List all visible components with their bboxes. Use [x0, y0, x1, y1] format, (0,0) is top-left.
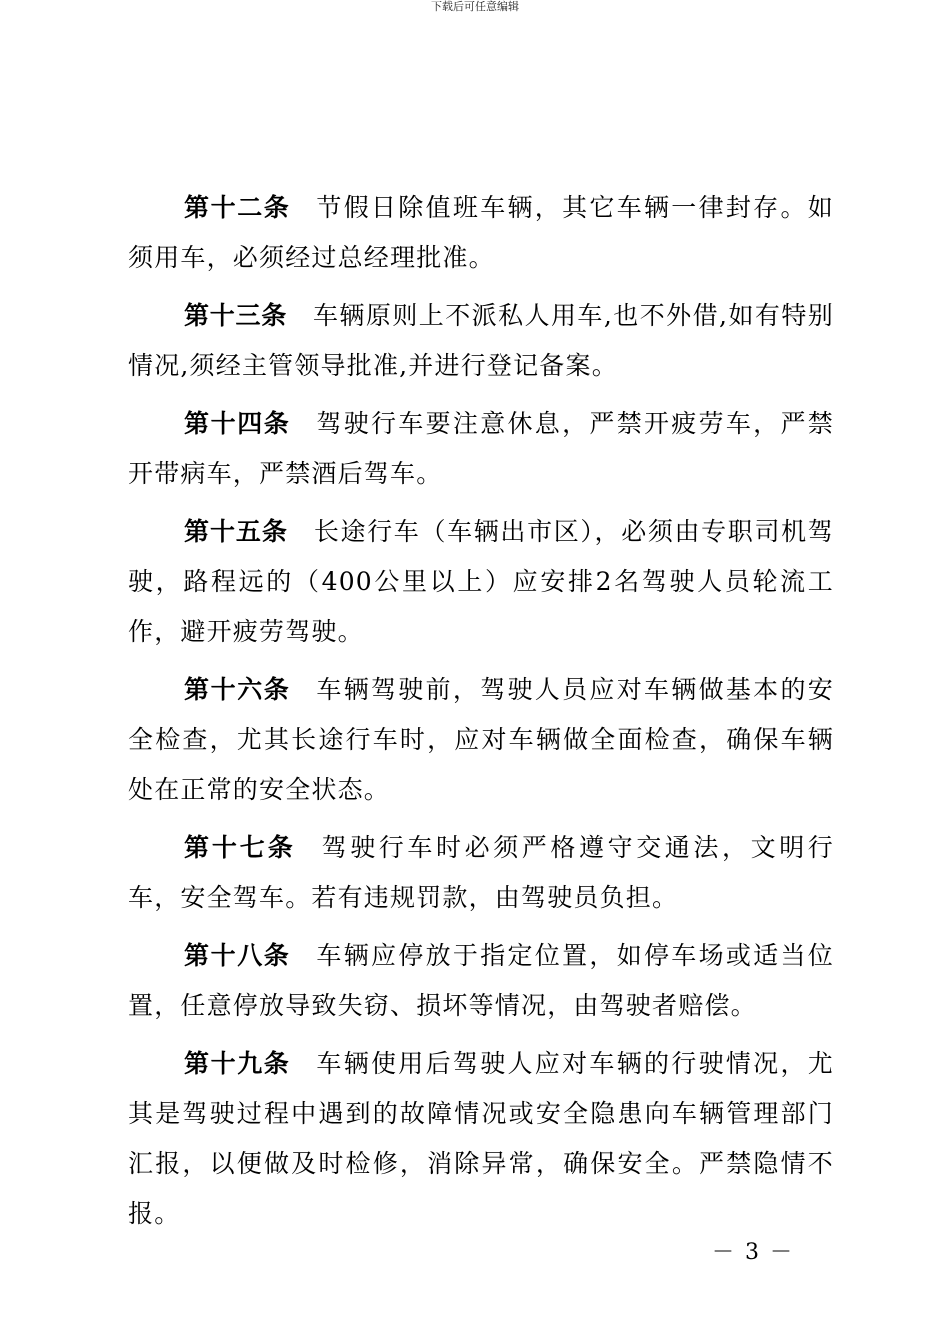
article-number: 第十三条	[184, 301, 287, 330]
article-19	[128, 1039, 834, 1239]
article-text: 车辆原则上不派私人用车,也不外借,如有特别情况,须经主管领导批准,并进行登记备案。	[128, 301, 834, 380]
article-number: 第十二条	[184, 193, 291, 222]
article-text: 车辆应停放于指定位置，如停车场或适当位置，任意停放导致失窃、损坏等情况，由驾驶者赔偿。	[128, 941, 834, 1020]
article-16	[128, 665, 834, 815]
page-header: 下载后可任意编辑	[431, 0, 519, 13]
article-18	[128, 931, 834, 1031]
article-number: 第十九条	[184, 1049, 291, 1078]
page-number: － 3 －	[712, 1240, 794, 1265]
article-number: 第十六条	[184, 675, 291, 704]
article-12	[128, 183, 834, 283]
article-number: 第十四条	[184, 409, 291, 438]
article-13	[128, 291, 834, 391]
article-14	[128, 399, 834, 499]
article-number: 第十七条	[184, 833, 296, 862]
article-17	[128, 823, 834, 923]
article-15	[128, 507, 834, 657]
article-text: 驾驶行车要注意休息，严禁开疲劳车，严禁开带病车，严禁酒后驾车。	[128, 409, 834, 488]
document-body	[128, 183, 834, 1247]
article-number: 第十五条	[184, 517, 288, 546]
article-text: 驾驶行车时必须严格遵守交通法，文明行车，安全驾车。若有违规罚款，由驾驶员负担。	[128, 833, 834, 912]
article-text: 车辆使用后驾驶人应对车辆的行驶情况，尤其是驾驶过程中遇到的故障情况或安全隐患向车辆管理部门汇报，以便做及时检修，消除异常，确保安全。严禁隐情不报。	[128, 1049, 834, 1228]
article-text: 长途行车（车辆出市区），必须由专职司机驾驶，路程远的（400公里以上）应安排2名驾驶人员轮流工作，避开疲劳驾驶。	[128, 517, 834, 646]
article-text: 车辆驾驶前，驾驶人员应对车辆做基本的安全检查，尤其长途行车时，应对车辆做全面检查，确保车辆处在正常的安全状态。	[128, 675, 834, 804]
article-text: 节假日除值班车辆，其它车辆一律封存。如须用车，必须经过总经理批准。	[128, 193, 834, 272]
article-number: 第十八条	[184, 941, 291, 970]
